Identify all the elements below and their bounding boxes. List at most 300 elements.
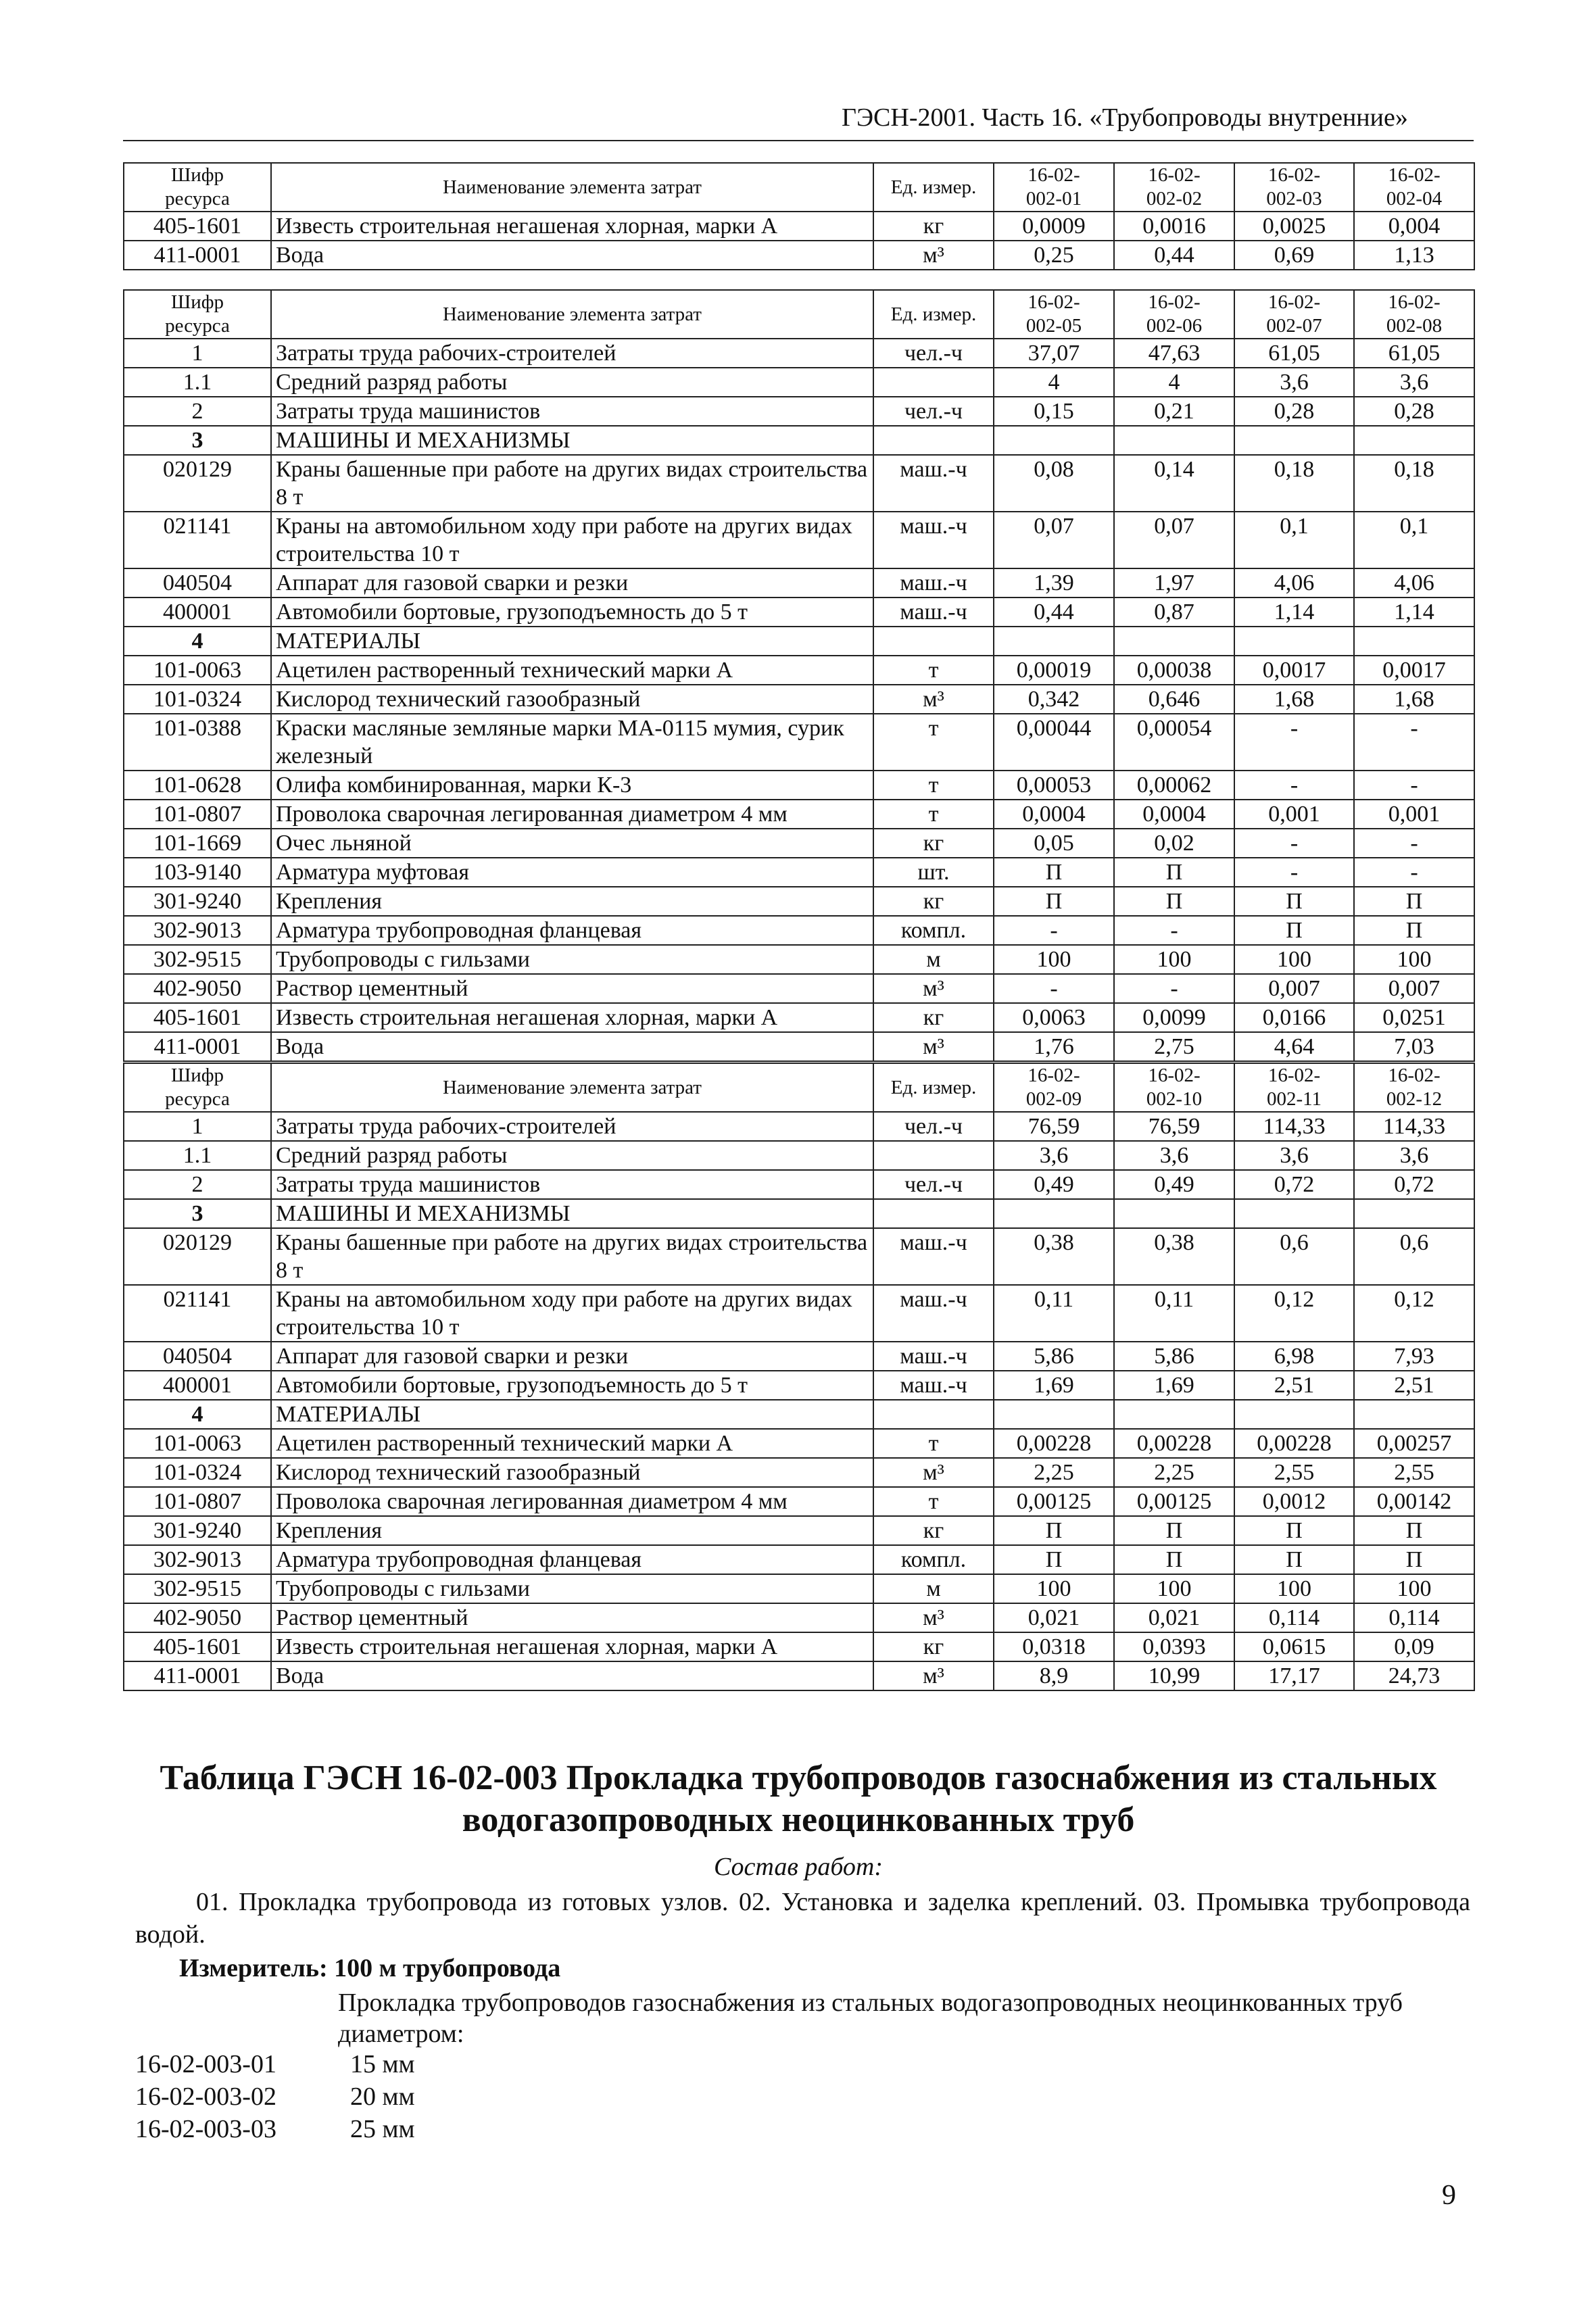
cell-value: [994, 1199, 1114, 1228]
cell-value: -: [994, 916, 1114, 945]
cell-value: [994, 426, 1114, 455]
cell-value: 0,21: [1114, 397, 1234, 426]
cell-value: П: [1354, 1516, 1474, 1545]
cell-name: Олифа комбинированная, марки К-3: [271, 771, 873, 800]
cell-value: 0,28: [1234, 397, 1354, 426]
cell-value: 0,0012: [1234, 1487, 1354, 1516]
cell-value: 100: [1234, 945, 1354, 974]
cell-value: 1,13: [1354, 241, 1474, 270]
header-norm-code: 16-02- 002-08: [1354, 290, 1474, 339]
cell-value: П: [994, 1516, 1114, 1545]
items-intro: Прокладка трубопроводов газоснабжения из стальных водогазопроводных неоцинкованных труб диаметром:: [338, 1989, 1403, 2048]
cell-value: 1,69: [994, 1371, 1114, 1400]
header-norm-code: 16-02- 002-02: [1114, 163, 1234, 212]
cell-value: 0,6: [1354, 1228, 1474, 1285]
cell-value: 0,38: [994, 1228, 1114, 1285]
cell-unit: т: [873, 656, 994, 685]
cell-value: 0,25: [994, 241, 1114, 270]
cell-value: [1114, 627, 1234, 656]
cell-value: 0,49: [1114, 1170, 1234, 1199]
cell-unit: кг: [873, 1003, 994, 1032]
cell-value: 61,05: [1354, 339, 1474, 368]
cell-value: 2,25: [1114, 1458, 1234, 1487]
cell-unit: [873, 1141, 994, 1170]
resource-table-2: [123, 289, 1475, 1062]
cell-value: 1,14: [1234, 598, 1354, 627]
cell-value: [1114, 426, 1234, 455]
cell-unit: маш.-ч: [873, 1342, 994, 1371]
cell-name: Трубопроводы с гильзами: [271, 945, 873, 974]
cell-unit: чел.-ч: [873, 339, 994, 368]
cell-value: 0,0004: [1114, 800, 1234, 829]
cell-name: Проволока сварочная легированная диаметром 4 мм: [271, 800, 873, 829]
cell-value: 37,07: [994, 339, 1114, 368]
cell-value: 0,44: [994, 598, 1114, 627]
cell-value: 0,00054: [1114, 714, 1234, 771]
cell-name: Краны башенные при работе на других видах строительства 8 т: [271, 1228, 873, 1285]
cell-name: Затраты труда машинистов: [271, 1170, 873, 1199]
header-norm-code: 16-02- 002-05: [994, 290, 1114, 339]
cell-code: 411-0001: [124, 1661, 271, 1690]
resource-table-3: [123, 1063, 1475, 1691]
cell-code: 400001: [124, 1371, 271, 1400]
cell-value: 1,68: [1354, 685, 1474, 714]
cell-value: 2,25: [994, 1458, 1114, 1487]
cell-value: 0,0318: [994, 1632, 1114, 1661]
items-list: [135, 2048, 415, 2145]
table-row: [124, 656, 1474, 685]
cell-value: -: [1354, 829, 1474, 858]
cell-code: 402-9050: [124, 974, 271, 1003]
cell-value: 0,007: [1234, 974, 1354, 1003]
cell-name: Известь строительная негашеная хлорная, марки А: [271, 212, 873, 241]
cell-value: 4,06: [1354, 568, 1474, 598]
section-title-line2: водогазопроводных неоцинкованных труб: [462, 1801, 1135, 1839]
cell-value: 7,93: [1354, 1342, 1474, 1371]
table-row: [124, 916, 1474, 945]
cell-value: [1114, 1199, 1234, 1228]
cell-code: 411-0001: [124, 1032, 271, 1061]
cell-name: Раствор цементный: [271, 1603, 873, 1632]
table-row: [124, 829, 1474, 858]
table-row: [124, 1545, 1474, 1574]
cell-value: [1354, 627, 1474, 656]
table-row: [124, 945, 1474, 974]
cell-value: 0,12: [1354, 1285, 1474, 1342]
cell-value: 0,0166: [1234, 1003, 1354, 1032]
cell-unit: м³: [873, 685, 994, 714]
cell-code: 101-0324: [124, 1458, 271, 1487]
cell-value: 0,00125: [994, 1487, 1114, 1516]
item-label: 15 мм: [350, 2050, 415, 2078]
header-code: Шифр ресурса: [124, 1063, 271, 1112]
section-title-line1: Таблица ГЭСН 16-02-003 Прокладка трубопроводов газоснабжения из стальных: [160, 1759, 1437, 1797]
cell-unit: [873, 426, 994, 455]
cell-value: 0,00038: [1114, 656, 1234, 685]
cell-code: 405-1601: [124, 1003, 271, 1032]
table-header-row: [124, 1063, 1474, 1112]
cell-value: 0,02: [1114, 829, 1234, 858]
cell-value: [1354, 426, 1474, 455]
cell-value: 7,03: [1354, 1032, 1474, 1061]
cell-value: 0,0017: [1354, 656, 1474, 685]
cell-value: -: [1114, 916, 1234, 945]
cell-value: П: [1114, 887, 1234, 916]
cell-value: 2,75: [1114, 1032, 1234, 1061]
cell-value: 0,1: [1354, 512, 1474, 568]
cell-unit: маш.-ч: [873, 1371, 994, 1400]
cell-code: 302-9013: [124, 1545, 271, 1574]
cell-value: П: [994, 858, 1114, 887]
cell-unit: чел.-ч: [873, 1170, 994, 1199]
cell-value: 0,00228: [994, 1429, 1114, 1458]
header-name: Наименование элемента затрат: [271, 290, 873, 339]
cell-code: 101-0063: [124, 1429, 271, 1458]
cell-name: Краны на автомобильном ходу при работе на других видах строительства 10 т: [271, 1285, 873, 1342]
cell-name: Раствор цементный: [271, 974, 873, 1003]
cell-unit: кг: [873, 829, 994, 858]
cell-value: 0,00228: [1234, 1429, 1354, 1458]
cell-name: Трубопроводы с гильзами: [271, 1574, 873, 1603]
cell-value: -: [1234, 714, 1354, 771]
cell-unit: м³: [873, 1032, 994, 1061]
running-header: ГЭСН-2001. Часть 16. «Трубопроводы внутренние»: [842, 103, 1408, 132]
cell-value: 0,72: [1354, 1170, 1474, 1199]
item-row: [135, 2080, 415, 2113]
cell-code: 1.1: [124, 1141, 271, 1170]
table-row: [124, 1516, 1474, 1545]
resource-table-1: [123, 162, 1475, 270]
cell-unit: кг: [873, 212, 994, 241]
cell-value: [994, 1400, 1114, 1429]
cell-unit: [873, 1400, 994, 1429]
cell-value: 100: [1354, 945, 1474, 974]
item-label: 25 мм: [350, 2115, 415, 2143]
cell-value: -: [1354, 858, 1474, 887]
cell-name: Затраты труда машинистов: [271, 397, 873, 426]
cell-value: 3,6: [1114, 1141, 1234, 1170]
cell-value: 0,342: [994, 685, 1114, 714]
cell-value: П: [1234, 1516, 1354, 1545]
cell-value: 4,06: [1234, 568, 1354, 598]
cell-value: 0,18: [1354, 455, 1474, 512]
table-row: [124, 1429, 1474, 1458]
table-row: [124, 1458, 1474, 1487]
cell-code: 101-0628: [124, 771, 271, 800]
header-norm-code: 16-02- 002-07: [1234, 290, 1354, 339]
cell-value: 0,08: [994, 455, 1114, 512]
cell-value: 114,33: [1354, 1112, 1474, 1141]
cell-value: 0,15: [994, 397, 1114, 426]
header-norm-code: 16-02- 002-04: [1354, 163, 1474, 212]
cell-value: 0,00053: [994, 771, 1114, 800]
header-rule: [123, 140, 1474, 141]
cell-code: 3: [124, 1199, 271, 1228]
cell-code: 020129: [124, 1228, 271, 1285]
table-row: [124, 887, 1474, 916]
cell-value: [1234, 627, 1354, 656]
table-header-row: [124, 290, 1474, 339]
cell-code: 2: [124, 397, 271, 426]
page-number: 9: [1442, 2180, 1456, 2211]
cell-code: 103-9140: [124, 858, 271, 887]
cell-value: 76,59: [1114, 1112, 1234, 1141]
table-row: [124, 1342, 1474, 1371]
cell-value: 0,0017: [1234, 656, 1354, 685]
table-row: [124, 1632, 1474, 1661]
cell-value: 1,69: [1114, 1371, 1234, 1400]
cell-name: Проволока сварочная легированная диаметром 4 мм: [271, 1487, 873, 1516]
cell-code: 101-0807: [124, 800, 271, 829]
cell-unit: шт.: [873, 858, 994, 887]
cell-value: 2,55: [1354, 1458, 1474, 1487]
cell-value: П: [1234, 916, 1354, 945]
cell-value: 0,021: [1114, 1603, 1234, 1632]
cell-value: [1234, 1400, 1354, 1429]
table-row: [124, 858, 1474, 887]
header-norm-code: 16-02- 002-12: [1354, 1063, 1474, 1112]
cell-value: 3,6: [1234, 1141, 1354, 1170]
section-title: [123, 1757, 1474, 1841]
cell-value: 0,00062: [1114, 771, 1234, 800]
item-code: 16-02-003-01: [135, 2050, 276, 2078]
cell-value: 8,9: [994, 1661, 1114, 1690]
cell-value: 0,0004: [994, 800, 1114, 829]
header-name: Наименование элемента затрат: [271, 1063, 873, 1112]
section-row: [124, 627, 1474, 656]
section-row: [124, 426, 1474, 455]
cell-value: 0,00044: [994, 714, 1114, 771]
cell-unit: т: [873, 1429, 994, 1458]
cell-code: 3: [124, 426, 271, 455]
cell-unit: компл.: [873, 1545, 994, 1574]
cell-value: 0,07: [994, 512, 1114, 568]
cell-value: 0,00142: [1354, 1487, 1474, 1516]
table-row: [124, 1574, 1474, 1603]
table-row: [124, 598, 1474, 627]
table-row: [124, 368, 1474, 397]
cell-name: Ацетилен растворенный технический марки А: [271, 1429, 873, 1458]
cell-value: 100: [1114, 1574, 1234, 1603]
cell-value: 100: [994, 945, 1114, 974]
cell-value: 1,39: [994, 568, 1114, 598]
cell-code: 402-9050: [124, 1603, 271, 1632]
cell-value: 0,38: [1114, 1228, 1234, 1285]
header-norm-code: 16-02- 002-10: [1114, 1063, 1234, 1112]
works-description: 01. Прокладка трубопровода из готовых узлов. 02. Установка и заделка креплений. 03. Промывка трубопровода водой.: [135, 1888, 1470, 1949]
cell-value: 0,07: [1114, 512, 1234, 568]
cell-value: 76,59: [994, 1112, 1114, 1141]
cell-value: 0,007: [1354, 974, 1474, 1003]
cell-value: 10,99: [1114, 1661, 1234, 1690]
cell-value: 0,001: [1354, 800, 1474, 829]
cell-value: [1114, 1400, 1234, 1429]
cell-value: 2,51: [1354, 1371, 1474, 1400]
cell-unit: т: [873, 1487, 994, 1516]
cell-name: Крепления: [271, 1516, 873, 1545]
cell-value: 0,0025: [1234, 212, 1354, 241]
cell-name: Средний разряд работы: [271, 368, 873, 397]
cell-value: 100: [994, 1574, 1114, 1603]
table-row: [124, 1032, 1474, 1061]
header-norm-code: 16-02- 002-01: [994, 163, 1114, 212]
cell-unit: маш.-ч: [873, 568, 994, 598]
header-name: Наименование элемента затрат: [271, 163, 873, 212]
cell-value: 114,33: [1234, 1112, 1354, 1141]
cell-value: 47,63: [1114, 339, 1234, 368]
table-row: [124, 1487, 1474, 1516]
table-row: [124, 212, 1474, 241]
cell-unit: т: [873, 714, 994, 771]
cell-code: 021141: [124, 1285, 271, 1342]
cell-value: П: [994, 1545, 1114, 1574]
cell-value: 0,0099: [1114, 1003, 1234, 1032]
cell-unit: м³: [873, 974, 994, 1003]
table-row: [124, 1228, 1474, 1285]
cell-name: Кислород технический газообразный: [271, 685, 873, 714]
header-code: Шифр ресурса: [124, 163, 271, 212]
cell-value: П: [994, 887, 1114, 916]
cell-code: 4: [124, 1400, 271, 1429]
cell-name: Автомобили бортовые, грузоподъемность до 5 т: [271, 598, 873, 627]
cell-value: 0,0063: [994, 1003, 1114, 1032]
cell-value: 3,6: [1354, 368, 1474, 397]
cell-value: 0,11: [1114, 1285, 1234, 1342]
cell-code: 302-9515: [124, 945, 271, 974]
cell-value: -: [1234, 858, 1354, 887]
cell-code: 040504: [124, 1342, 271, 1371]
cell-value: 5,86: [1114, 1342, 1234, 1371]
section-row: [124, 1199, 1474, 1228]
cell-unit: т: [873, 771, 994, 800]
cell-value: 0,28: [1354, 397, 1474, 426]
table-row: [124, 685, 1474, 714]
cell-value: [1354, 1199, 1474, 1228]
cell-name: МАТЕРИАЛЫ: [271, 1400, 873, 1429]
cell-name: Известь строительная негашеная хлорная, марки А: [271, 1632, 873, 1661]
header-norm-code: 16-02- 002-06: [1114, 290, 1234, 339]
cell-code: 021141: [124, 512, 271, 568]
cell-value: П: [1114, 1545, 1234, 1574]
cell-value: 0,0393: [1114, 1632, 1234, 1661]
table-row: [124, 771, 1474, 800]
cell-value: 0,18: [1234, 455, 1354, 512]
cell-value: 61,05: [1234, 339, 1354, 368]
cell-name: МАТЕРИАЛЫ: [271, 627, 873, 656]
works-subtitle: Состав работ:: [713, 1853, 884, 1881]
cell-code: 101-1669: [124, 829, 271, 858]
cell-value: П: [1354, 1545, 1474, 1574]
cell-name: Средний разряд работы: [271, 1141, 873, 1170]
table-row: [124, 512, 1474, 568]
table-row: [124, 1003, 1474, 1032]
cell-name: Аппарат для газовой сварки и резки: [271, 568, 873, 598]
cell-name: Ацетилен растворенный технический марки А: [271, 656, 873, 685]
cell-value: П: [1354, 887, 1474, 916]
cell-value: 1,76: [994, 1032, 1114, 1061]
item-code: 16-02-003-03: [135, 2115, 276, 2143]
cell-value: 0,05: [994, 829, 1114, 858]
cell-name: Краски масляные земляные марки МА-0115 мумия, сурик железный: [271, 714, 873, 771]
header-unit: Ед. измер.: [873, 163, 994, 212]
cell-value: 0,49: [994, 1170, 1114, 1199]
cell-unit: [873, 1199, 994, 1228]
cell-value: [1234, 426, 1354, 455]
cell-unit: чел.-ч: [873, 397, 994, 426]
cell-value: 0,646: [1114, 685, 1234, 714]
header-norm-code: 16-02- 002-09: [994, 1063, 1114, 1112]
table-row: [124, 339, 1474, 368]
cell-name: Краны башенные при работе на других видах строительства 8 т: [271, 455, 873, 512]
cell-code: 411-0001: [124, 241, 271, 270]
cell-value: 0,72: [1234, 1170, 1354, 1199]
cell-value: 0,0016: [1114, 212, 1234, 241]
cell-unit: маш.-ч: [873, 1228, 994, 1285]
cell-value: П: [1114, 858, 1234, 887]
cell-unit: кг: [873, 1632, 994, 1661]
cell-value: -: [1234, 829, 1354, 858]
table-row: [124, 568, 1474, 598]
table-header-row: [124, 163, 1474, 212]
cell-code: 2: [124, 1170, 271, 1199]
table-row: [124, 455, 1474, 512]
cell-value: 100: [1234, 1574, 1354, 1603]
cell-value: 0,44: [1114, 241, 1234, 270]
cell-unit: м: [873, 945, 994, 974]
section-row: [124, 1400, 1474, 1429]
cell-value: 17,17: [1234, 1661, 1354, 1690]
cell-value: П: [1114, 1516, 1234, 1545]
cell-value: [1354, 1400, 1474, 1429]
cell-unit: чел.-ч: [873, 1112, 994, 1141]
cell-value: 100: [1114, 945, 1234, 974]
cell-value: 0,021: [994, 1603, 1114, 1632]
header-code: Шифр ресурса: [124, 290, 271, 339]
cell-value: 2,55: [1234, 1458, 1354, 1487]
cell-name: Вода: [271, 241, 873, 270]
cell-unit: маш.-ч: [873, 1285, 994, 1342]
cell-name: Арматура муфтовая: [271, 858, 873, 887]
cell-value: [1234, 1199, 1354, 1228]
cell-unit: м³: [873, 1458, 994, 1487]
header-unit: Ед. измер.: [873, 1063, 994, 1112]
cell-value: 24,73: [1354, 1661, 1474, 1690]
cell-value: 0,004: [1354, 212, 1474, 241]
cell-value: 0,114: [1354, 1603, 1474, 1632]
cell-value: 0,14: [1114, 455, 1234, 512]
table-row: [124, 1603, 1474, 1632]
cell-code: 020129: [124, 455, 271, 512]
cell-unit: [873, 368, 994, 397]
cell-value: 0,69: [1234, 241, 1354, 270]
cell-code: 1.1: [124, 368, 271, 397]
item-row: [135, 2048, 415, 2080]
cell-unit: м: [873, 1574, 994, 1603]
cell-code: 4: [124, 627, 271, 656]
cell-value: 4: [994, 368, 1114, 397]
cell-name: Аппарат для газовой сварки и резки: [271, 1342, 873, 1371]
table-row: [124, 974, 1474, 1003]
cell-unit: компл.: [873, 916, 994, 945]
cell-value: 0,0009: [994, 212, 1114, 241]
cell-value: 1,14: [1354, 598, 1474, 627]
cell-code: 040504: [124, 568, 271, 598]
cell-name: Кислород технический газообразный: [271, 1458, 873, 1487]
cell-name: Автомобили бортовые, грузоподъемность до 5 т: [271, 1371, 873, 1400]
cell-code: 101-0388: [124, 714, 271, 771]
cell-name: Очес льняной: [271, 829, 873, 858]
cell-code: 302-9013: [124, 916, 271, 945]
